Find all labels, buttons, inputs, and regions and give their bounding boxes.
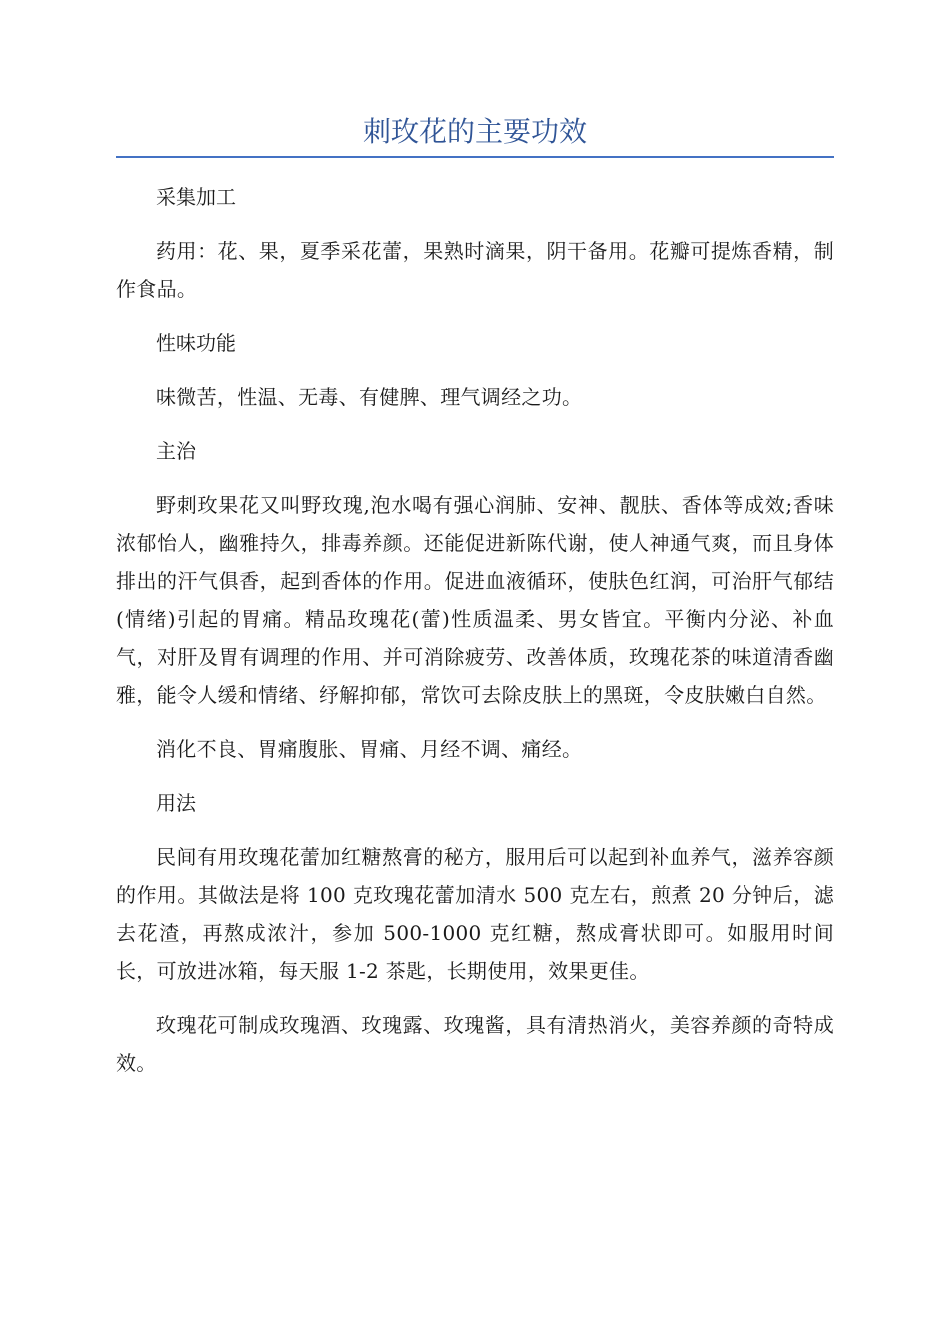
title-underline xyxy=(116,156,834,158)
paragraph-properties: 味微苦，性温、无毒、有健脾、理气调经之功。 xyxy=(156,385,583,409)
paragraph-indications-detail: 野刺玫果花又叫野玫瑰,泡水喝有强心润肺、安神、靓肤、香体等成效;香味浓郁怡人，幽雅持久，排毒养颜。还能促进新陈代谢，使人神通气爽，而且身体排出的汗气俱香，起到香体的作用。促进血液循环，使肤色红润，可治肝气郁结(情绪)引起的胃痛。精品玫瑰花(蕾)性质温柔、男女皆宜。平衡内分泌、补血气，对肝及胃有调理的作用、并可消除疲劳、改善体质，玫瑰花茶的味道清香幽雅，能令人缓和情绪、纾解抑郁，常饮可去除皮肤上的黑斑，令皮肤嫩白自然。 xyxy=(116,493,834,707)
section-heading-usage: 用法 xyxy=(156,791,196,815)
section-heading-collection: 采集加工 xyxy=(156,185,236,209)
paragraph-medicinal-use: 药用：花、果，夏季采花蕾，果熟时滴果，阴干备用。花瓣可提炼香精，制作食品。 xyxy=(116,239,834,301)
paragraph-usage-products: 玫瑰花可制成玫瑰酒、玫瑰露、玫瑰酱，具有清热消火，美容养颜的奇特成效。 xyxy=(116,1013,834,1075)
document-title: 刺玫花的主要功效 xyxy=(362,115,587,148)
section-heading-indications: 主治 xyxy=(156,439,196,463)
document-page xyxy=(116,110,834,1098)
paragraph-usage-recipe: 民间有用玫瑰花蕾加红糖熬膏的秘方，服用后可以起到补血养气，滋养容颜的作用。其做法是将 100 克玫瑰花蕾加清水 500 克左右，煎煮 20 分钟后，滤去花渣，再熬成浓汁，参加 500-1000 克红糖，熬成膏状即可。如服用时间长，可放进冰箱，每天服 1-2 茶匙，长期使用，效果更佳。 xyxy=(116,845,834,983)
section-heading-properties: 性味功能 xyxy=(156,331,236,355)
paragraph-indications-list: 消化不良、胃痛腹胀、胃痛、月经不调、痛经。 xyxy=(156,737,583,761)
